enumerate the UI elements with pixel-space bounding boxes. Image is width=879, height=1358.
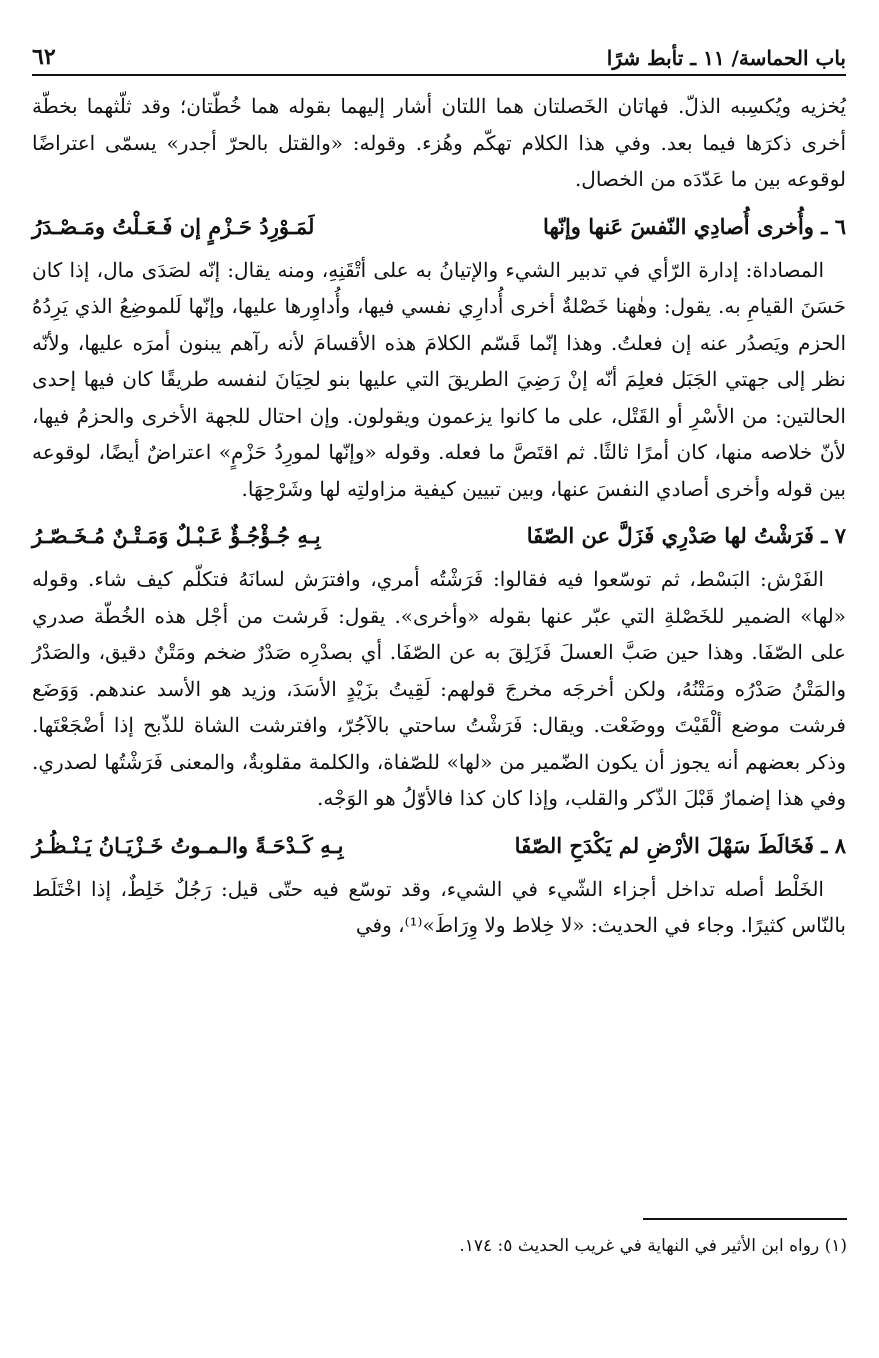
commentary-paragraph: المصاداة: إدارة الرّأي في تدبير الشيء والإتيانُ به على أتْقَنِهِ، ومنه يقال: إنّه لصَدَى مال، إذا كان حَسَنَ القيامِ به. يقول: وهٰهنا خَصْلةٌ أخرى أُدارِي نفسي فيها، وأُداوِرها عليها، وإنّها لَلموضِعُ الذي يَرِدُهُ الحزم ويَصدُر عنه إن فعلتُ. وهذا إنّما قَسّم الكلامَ هذه الأقسامَ لأنه رآهم يبنون أمرَه عليها، ولأنّه نظر إلى جهتي الجَبَل فعلِمَ أنّه إنْ رَضِيَ الطريقَ التي عليها بنو لحِيَانَ لنفسه طريقًا كان فيها إحدى الحالتين: من الأسْرِ أو القَتْل، على ما كانوا يزعمون ويقولون. وإن احتال للجهة الأخرى والحزمُ فيها، لأنّ خلاصه منها، كان أمرًا ثالثًا. ثم اقتَصَّ ما فعله. وقوله «وإنّها لمورِدُ حَزْمٍ» اعتراضٌ أيضًا، لوقوعه بين قوله وأخرى أصادي النفسَ عنها، وبين تبيين كيفية مزاولتِه لها وشَرْحِهَا. (32, 257, 846, 501)
running-header (32, 30, 846, 70)
verse-line-8 (32, 827, 846, 865)
commentary-paragraph: يُخزيه ويُكسِبه الذلّ. فهاتان الخَصلتان هما اللتان أشار إليهما بقوله هما خُطّتان؛ وقد ثلّثهما بخطّة أخرى ذكرَها فيما بعد. وفي هذا الكلام تهكّم وهُزء. وقوله: «والقتل بالحرّ أجدر» يسمّى اعتراضًا لوقوعه بين ما عَدّدَه من الخصال. (32, 94, 846, 191)
page-number: ٦٢ (32, 44, 56, 70)
verse-hemistich-first: ٧ ـ فَرَشْتُ لها صَدْرِي فَزَلَّ عن الصّفَا (526, 523, 846, 548)
footnote-rule (643, 1218, 847, 1220)
verse-hemistich-first: ٦ ـ وأُخرى أُصادِي النّفسَ عَنها وإنّها (543, 213, 846, 239)
running-title: باب الحماسة/ ١١ ـ تأبط شرًا (606, 46, 846, 70)
commentary-paragraph: الفَرْش: البَسْط، ثم توسّعوا فيه فقالوا: فَرَشْتُه أمري، وافترَش لسانَهُ فتكلّم كيف شاء. وقوله «لها» الضمير للخَصْلةِ التي عبّر عنها بقوله «وأخرى». يقول: فَرشت من أجْل هذه الخُطّة صدري على الصّفَا. وهذا حين صَبَّ العسلَ فَزَلِقَ به عن الصّفَا. أي بصدْرِه صَدْرٌ ضخم ومَتْنٌ دقيق، والصَدْرُ والمَتْنُ صَدْرُه ومَتْنُهُ، ولكن أخرجَه مخرجَ قولهم: لَقِيتُ بزَيْدٍ الأسَدَ، وزيد هو الأسد عندهم. وَوَضَع فرشت موضع ألْقَيْتَ ووضَعْت. ويقال: فَرَشْتُ ساحتي بالآجُرّ، وافترشت الشاة للذّبح إذا أضْجَعْتَها. وذكر بعضهم أنه يجوز أن يكون الضّمير من «لها» للصّفاة، والكلمة مقلوبةٌ، والمعنى فَرَشْتُها لصدري. وفي هذا إضمارٌ قَبْلَ الذّكر والقلب، وإذا كان كذا فالأوّلُ هو الوَجْه. (32, 567, 846, 810)
verse-hemistich-first: ٨ ـ فَخَالَطَ سَهْلَ الأرْضِ لم يَكْدَحِ الصّفَا (514, 832, 846, 858)
verse-line-7 (32, 517, 846, 555)
verse-hemistich-second: لَمَـوْرِدُ حَـزْمٍ إن فَـعَـلْتُ ومَـصْـدَرُ (32, 213, 315, 239)
header-rule (32, 74, 846, 76)
verse-hemistich-second: بِـهِ كَـدْحَـةً والـمـوتُ خَـزْيَـانُ يَـنْـظُـرُ (32, 832, 344, 858)
verse-line-6 (32, 208, 846, 246)
book-page (32, 30, 846, 944)
commentary-paragraph: الخَلْط أصله تداخل أجزاء الشّيء في الشيء، وقد توسّع فيه حتّى قيل: رَجُلٌ خَلِطٌ، إذا اخْتَلَط بالنّاس كثيرًا. وجاء في الحديث: «لا خِلاط ولا وِرَاطَ»⁽¹⁾، وفي (32, 876, 846, 937)
footnote: (١) رواه ابن الأثير في النهاية في غريب الحديث ٥: ١٧٤. (459, 1236, 847, 1256)
verse-hemistich-second: بِـهِ جُـؤْجُـؤٌ عَـبْـلٌ وَمَـتْـنٌ مُـخَـصّـرُ (32, 523, 321, 548)
